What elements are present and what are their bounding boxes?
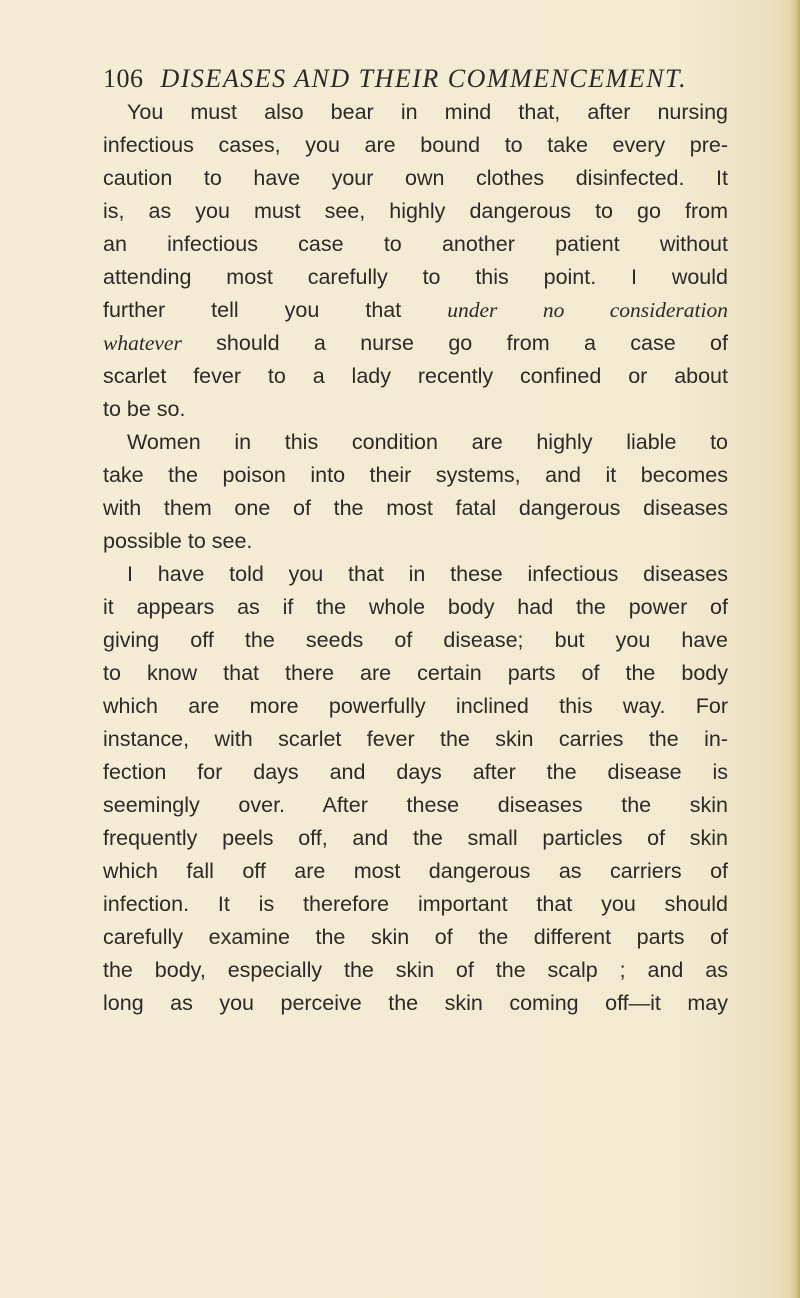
text-line: instance, with scarlet fever the skin carries the in- (103, 727, 728, 751)
page-number: 106 (103, 64, 144, 93)
text-line: frequently peels off, and the small particles of skin (103, 826, 728, 850)
text-line: Women in this condition are highly liable to (127, 430, 728, 454)
text-line: seemingly over. After these diseases the skin (103, 793, 728, 817)
text-line: it appears as if the whole body had the power of (103, 595, 728, 619)
text-line: fection for days and days after the disease is (103, 760, 728, 784)
text-line: giving off the seeds of disease; but you have (103, 628, 728, 652)
text-line: which are more powerfully inclined this way. For (103, 694, 728, 718)
text-line: long as you perceive the skin coming off—it may (103, 991, 728, 1015)
text-segment: should a nurse go from a case of (181, 331, 728, 355)
text-line: take the poison into their systems, and it becomes (103, 463, 728, 487)
text-line: You must also bear in mind that, after nursing (127, 100, 728, 124)
text-line (103, 327, 728, 360)
text-segment: further tell you that (103, 298, 448, 322)
text-line: I have told you that in these infectious diseases (127, 562, 728, 586)
text-line: an infectious case to another patient without (103, 232, 728, 256)
page-edge-shadow (790, 0, 800, 1298)
text-line: is, as you must see, highly dangerous to go from (103, 199, 728, 223)
text-line: attending most carefully to this point. I would (103, 265, 728, 289)
text-line: the body, especially the skin of the scalp ; and as (103, 958, 728, 982)
text-line: carefully examine the skin of the different parts of (103, 925, 728, 949)
text-line (103, 294, 728, 327)
text-line: with them one of the most fatal dangerous diseases (103, 496, 728, 520)
text-line: scarlet fever to a lady recently confined or about (103, 364, 728, 388)
text-line: to know that there are certain parts of the body (103, 661, 728, 685)
running-header (103, 64, 687, 94)
text-line: which fall off are most dangerous as carriers of (103, 859, 728, 883)
text-line: infectious cases, you are bound to take every pre- (103, 133, 728, 157)
text-line: possible to see. (103, 529, 253, 553)
running-title: DISEASES AND THEIR COMMENCEMENT. (160, 64, 688, 93)
text-line: infection. It is therefore important that you should (103, 892, 728, 916)
body-text (103, 96, 728, 1020)
emphasized-text: under no consideration (447, 298, 728, 322)
text-line: to be so. (103, 397, 186, 421)
text-line: caution to have your own clothes disinfected. It (103, 166, 728, 190)
emphasized-text: whatever (103, 331, 182, 355)
